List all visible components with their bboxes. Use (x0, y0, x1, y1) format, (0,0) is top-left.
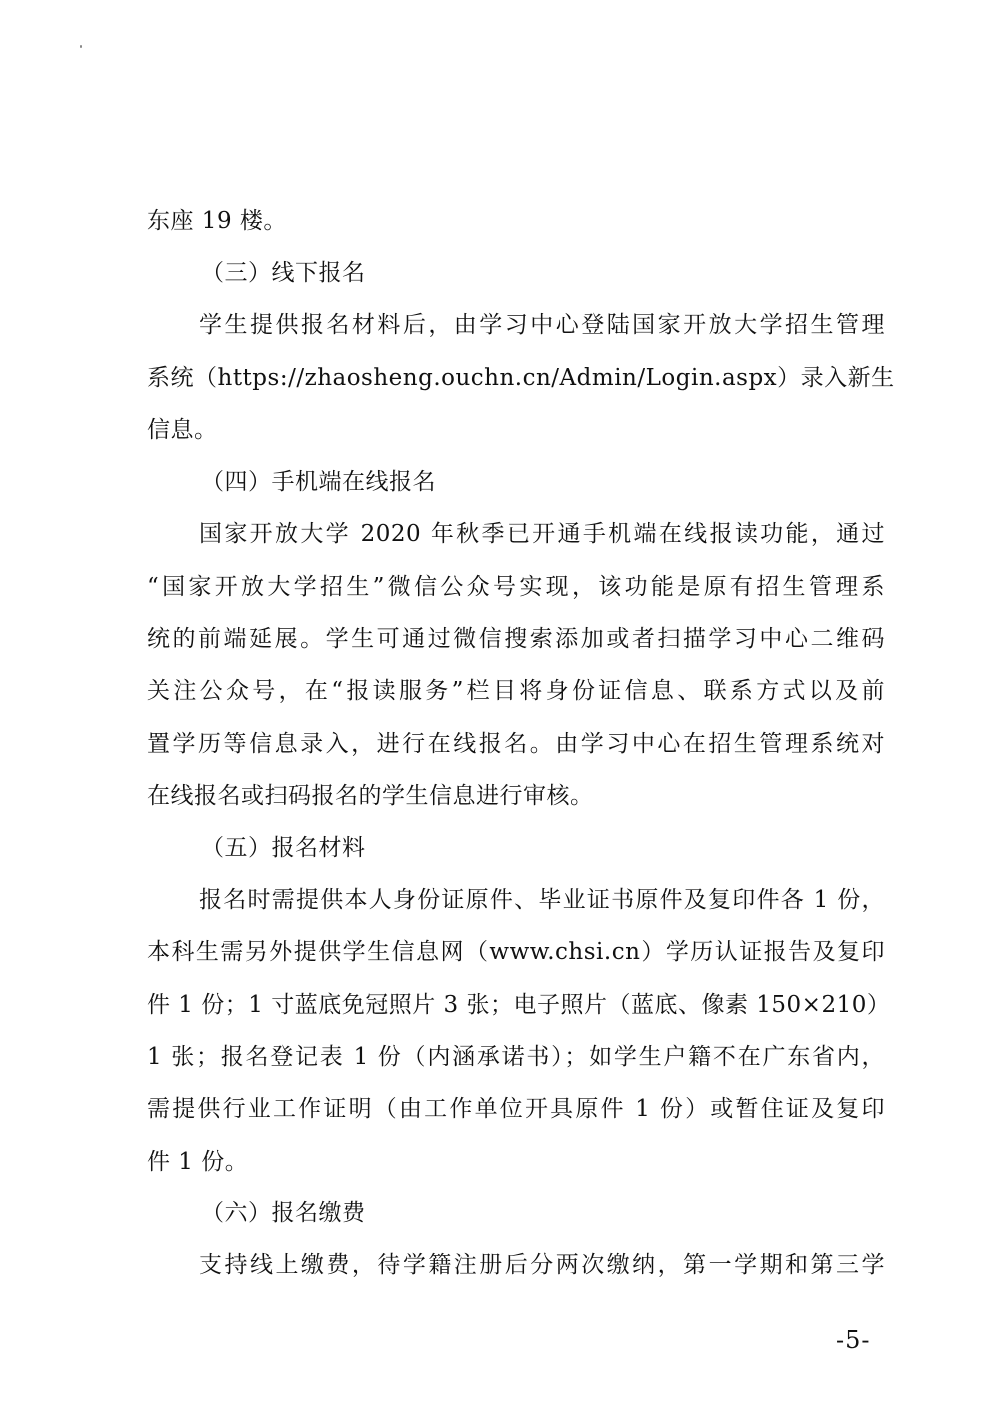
section-heading: （六）报名缴费 (201, 1200, 366, 1226)
text-line: 系统（https://zhaosheng.ouchn.cn/Admin/Login.aspx）录入新生 (147, 365, 895, 391)
page-number: -5- (836, 1326, 871, 1354)
section-heading: （四）手机端在线报名 (201, 469, 436, 495)
section-heading: （五）报名材料 (201, 835, 366, 861)
text-line: 件 1 份；1 寸蓝底免冠照片 3 张；电子照片（蓝底、像素 150×210） (147, 992, 891, 1018)
text-line: 本科生需另外提供学生信息网（www.chsi.cn）学历认证报告及复印 (147, 939, 885, 965)
text-line: “国家开放大学招生”微信公众号实现，该功能是原有招生管理系 (147, 574, 885, 600)
text-line: 信息。 (147, 417, 218, 443)
text-line: 东座 19 楼。 (147, 208, 287, 234)
text-line: 件 1 份。 (147, 1149, 249, 1175)
text-line: 报名时需提供本人身份证原件、毕业证书原件及复印件各 1 份， (199, 887, 885, 913)
text-line: 1 张；报名登记表 1 份（内涵承诺书）；如学生户籍不在广东省内， (147, 1044, 885, 1070)
section-heading: （三）线下报名 (201, 260, 366, 286)
text-line: 置学历等信息录入，进行在线报名。由学习中心在招生管理系统对 (147, 731, 885, 757)
text-line: 学生提供报名材料后，由学习中心登陆国家开放大学招生管理 (199, 312, 885, 338)
text-line: 国家开放大学 2020 年秋季已开通手机端在线报读功能，通过 (199, 521, 885, 547)
text-line: 关注公众号，在“报读服务”栏目将身份证信息、联系方式以及前 (147, 678, 885, 704)
text-line: 需提供行业工作证明（由工作单位开具原件 1 份）或暂住证及复印 (147, 1096, 885, 1122)
text-line: 统的前端延展。学生可通过微信搜索添加或者扫描学习中心二维码 (147, 626, 885, 652)
text-line: 在线报名或扫码报名的学生信息进行审核。 (147, 783, 594, 809)
scan-speck (80, 45, 82, 48)
text-line: 支持线上缴费，待学籍注册后分两次缴纳，第一学期和第三学 (199, 1252, 885, 1278)
